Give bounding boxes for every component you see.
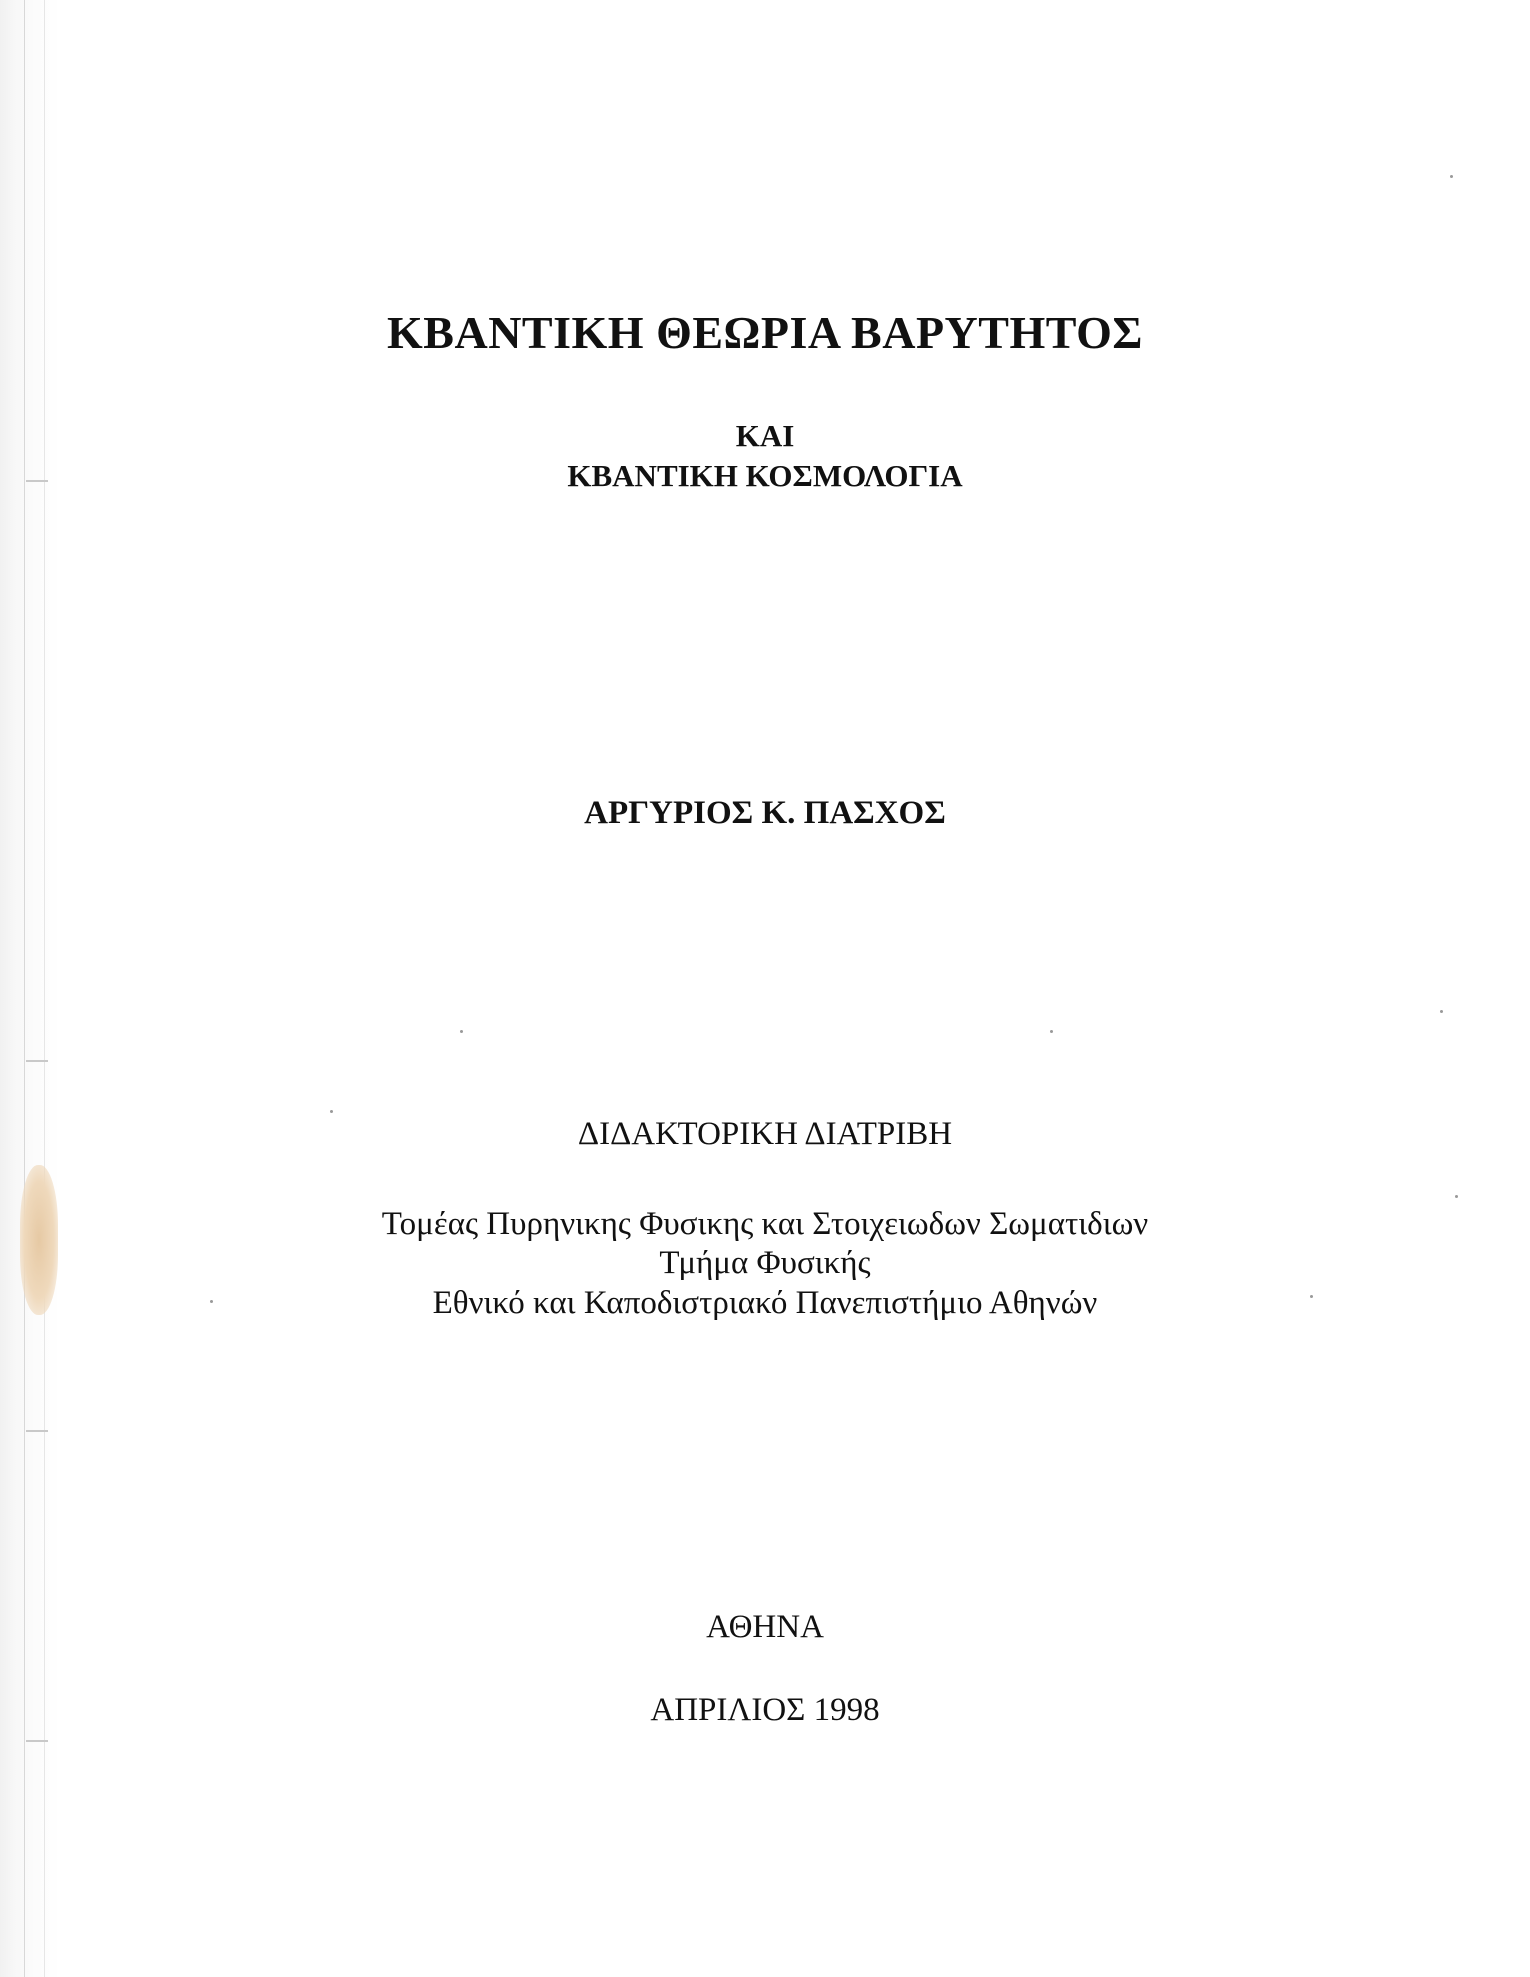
thesis-type: ΔΙΔΑΚΤΟΡΙΚΗ ΔΙΑΤΡΙΒΗ	[577, 1116, 953, 1152]
binding-crease-line	[44, 0, 45, 1977]
city: ΑΘΗΝΑ	[706, 1609, 824, 1645]
edge-tear-mark	[26, 1060, 48, 1062]
affiliation-section: Τομέας Πυρηνικης Φυσικης και Στοιχειωδων Σωματιδιων	[381, 1206, 1149, 1242]
edge-tear-mark	[26, 1740, 48, 1742]
binding-crease-line	[24, 0, 25, 1977]
thesis-subtitle: ΚΒΑΝΤΙΚΗ ΚΟΣΜΟΛΟΓΙΑ	[567, 458, 963, 493]
binding-edge	[0, 0, 60, 1977]
affiliation-university: Εθνικό και Καποδιστριακό Πανεπιστήμιο Αθηνών	[432, 1285, 1098, 1321]
thesis-title: ΚΒΑΝΤΙΚΗ ΘΕΩΡΙΑ ΒΑΡΥΤΗΤΟΣ	[387, 307, 1143, 358]
edge-tear-mark	[26, 1430, 48, 1432]
affiliation-department: Τμήμα Φυσικής	[659, 1245, 871, 1281]
subtitle-conjunction: ΚΑΙ	[735, 418, 795, 453]
scan-speck	[1440, 1010, 1443, 1013]
scan-speck	[460, 1030, 463, 1033]
scan-speck	[330, 1110, 333, 1113]
scan-speck	[1050, 1030, 1053, 1033]
publication-date: ΑΠΡΙΛΙΟΣ 1998	[650, 1692, 880, 1728]
scan-speck	[1455, 1195, 1458, 1198]
scan-speck	[1450, 175, 1453, 178]
author-name: ΑΡΓΥΡΙΟΣ Κ. ΠΑΣΧΟΣ	[584, 795, 946, 831]
